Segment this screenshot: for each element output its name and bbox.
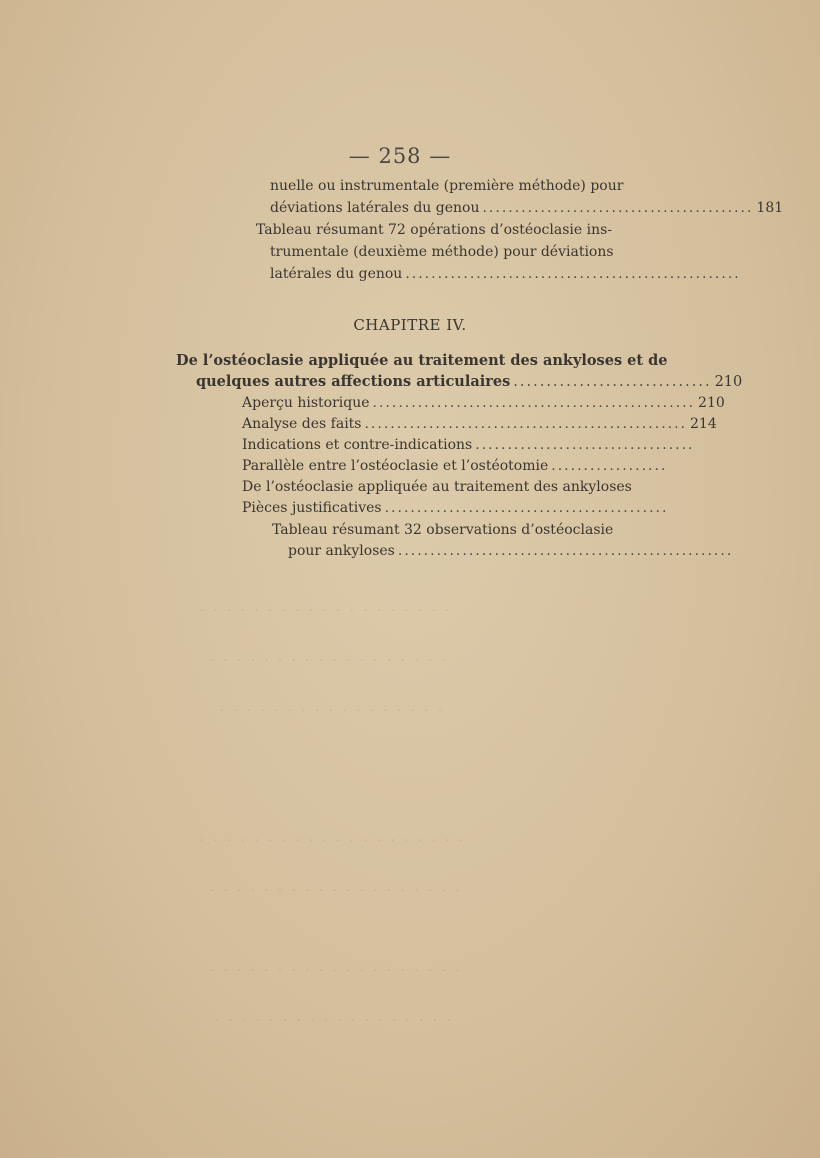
leader-dots: .............................. xyxy=(513,374,712,390)
bleed-through: . . . . . . . . . . . . . . . . . xyxy=(220,700,445,714)
toc-entry-text: Parallèle entre l’ostéoclasie et l’ostéotomie xyxy=(242,458,549,474)
chapter-title xyxy=(196,373,743,390)
chapter-title-line1: De l’ostéoclasie appliquée au traitement des ankyloses et de xyxy=(176,352,668,369)
toc-entry xyxy=(270,178,630,194)
chapter-title-line2: quelques autres affections articulaires xyxy=(196,373,511,390)
leader-dots: .................. xyxy=(551,458,668,474)
toc-entry-text: trumentale (deuxième méthode) pour déviations xyxy=(270,244,614,260)
bleed-through: . . . . . . . . . . . . . . . . . . . . xyxy=(200,830,466,844)
toc-entry xyxy=(242,500,669,516)
toc-entry-text: Aperçu historique xyxy=(242,395,370,411)
leader-dots: .................................................... xyxy=(405,266,741,282)
toc-entry xyxy=(272,522,642,538)
toc-entry-page: 214 xyxy=(690,416,717,432)
toc-entry-page: 181 xyxy=(756,200,784,216)
leader-dots: .................................................. xyxy=(372,395,696,411)
toc-entry-text: Tableau résumant 32 observations d’ostéoclasie xyxy=(272,522,614,538)
bleed-through: . . . . . . . . . . . . . . . . . . xyxy=(215,1010,454,1024)
toc-entry-text: déviations latérales du genou xyxy=(270,200,480,216)
leader-dots: ............................................ xyxy=(384,500,669,516)
toc-entry xyxy=(242,416,717,432)
bleed-through: . . . . . . . . . . . . . . . . . . . xyxy=(210,880,463,894)
toc-entry xyxy=(242,479,634,495)
toc-entry xyxy=(256,222,630,238)
toc-entry xyxy=(270,200,784,216)
leader-dots: .......................................... xyxy=(482,200,754,216)
toc-entry xyxy=(288,543,734,559)
leader-dots: .................................................... xyxy=(397,543,734,559)
leader-dots: .................................. xyxy=(475,437,695,453)
toc-entry xyxy=(270,266,741,282)
toc-entry xyxy=(242,437,695,453)
bleed-through: . . . . . . . . . . . . . . . . . . . xyxy=(210,960,463,974)
toc-entry-text: De l’ostéoclasie appliquée au traitement des ankyloses xyxy=(242,479,632,495)
chapter-title-page: 210 xyxy=(714,374,743,390)
toc-entry-text: Pièces justificatives xyxy=(242,500,382,516)
toc-entry-text: pour ankyloses xyxy=(288,543,395,559)
bleed-through: . . . . . . . . . . . . . . . . . . xyxy=(210,650,449,664)
toc-entry-text: nuelle ou instrumentale (première méthode) pour xyxy=(270,178,624,194)
toc-entry xyxy=(242,458,668,474)
toc-entry-page: 210 xyxy=(698,395,725,411)
toc-entry xyxy=(270,244,630,260)
bleed-through: . . . . . . . . . . . . . . . . . . . xyxy=(200,600,453,614)
toc-entry-text: Analyse des faits xyxy=(242,416,362,432)
page-number: — 258 — xyxy=(348,144,452,168)
chapter-title xyxy=(176,352,668,369)
toc-entry-text: latérales du genou xyxy=(270,266,403,282)
chapter-heading: CHAPITRE IV. xyxy=(353,316,467,334)
leader-dots: .................................................. xyxy=(364,416,687,432)
toc-entry xyxy=(242,395,725,411)
toc-entry-text: Indications et contre-indications xyxy=(242,437,473,453)
toc-entry-text: Tableau résumant 72 opérations d’ostéoclasie ins- xyxy=(256,222,613,238)
